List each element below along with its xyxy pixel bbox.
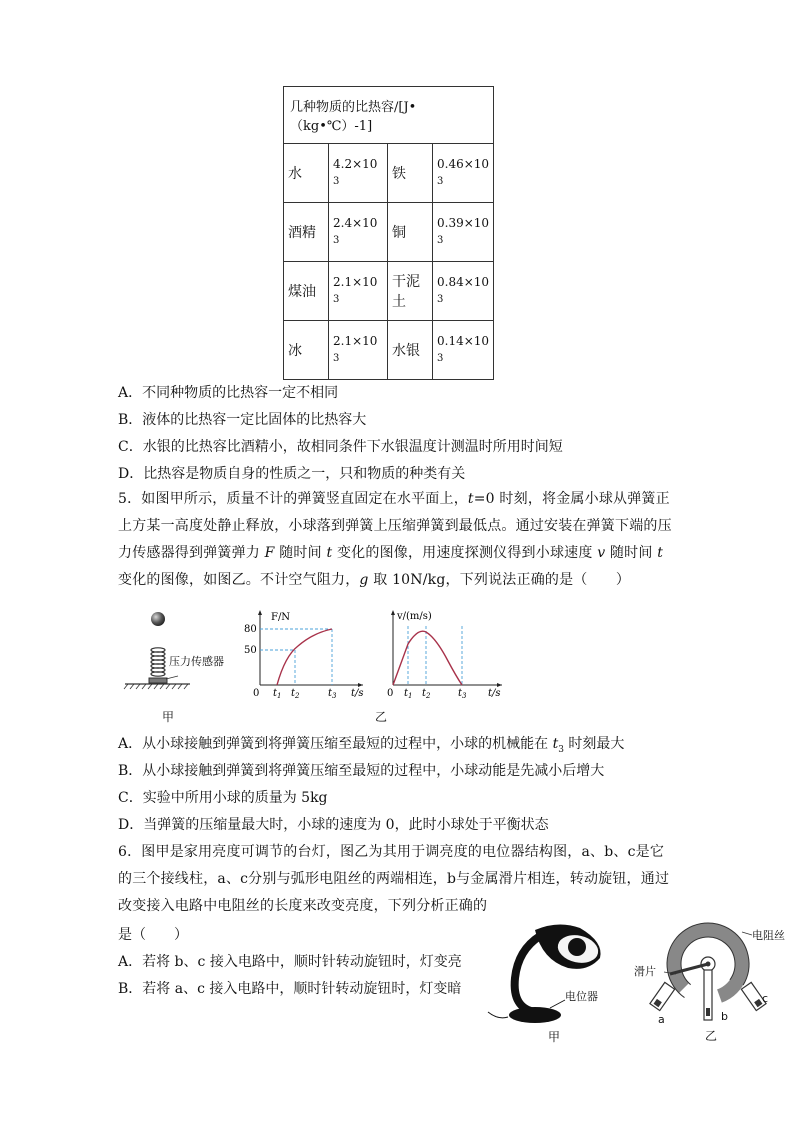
table-row (284, 203, 494, 262)
terminal-b-label: b (721, 1010, 728, 1023)
substance-name: 铜 (388, 203, 433, 262)
substance-name: 铁 (388, 144, 433, 203)
resistance-wire-label: 电阻丝 (752, 929, 785, 942)
substance-name: 水 (284, 144, 329, 203)
t3-label: $t_3$ (458, 688, 467, 700)
t3-label: $t_3$ (328, 688, 337, 700)
force-time-graph (238, 606, 368, 701)
pressure-sensor (149, 678, 167, 683)
q5-option-b: B．从小球接触到弹簧到将弹簧压缩至最短的过程中，小球动能是先减小后增大 (118, 763, 605, 779)
q4-option-a: A．不同种物质的比热容一定不相同 (118, 385, 339, 401)
table-header: 几种物质的比热容/[J•（kg•℃）-1] (284, 87, 494, 144)
specific-heat-value: 0.39×10 3 (433, 203, 494, 262)
q4-option-d: D．比热容是物质自身的性质之一，只和物质的种类有关 (118, 466, 466, 482)
spring (151, 648, 165, 676)
spring-sensor-figure (120, 606, 240, 696)
specific-heat-value: 2.4×10 3 (329, 203, 388, 262)
specific-heat-value: 0.14×10 3 (433, 321, 494, 380)
t-axis-label: t/s (488, 688, 501, 699)
q4-option-b: B．液体的比热容一定比固体的比热容大 (118, 412, 367, 428)
t1-label: $t_1$ (404, 688, 413, 700)
figure-caption-yi: 乙 (705, 1029, 718, 1043)
q6-stem-tail: 是（ ） (118, 927, 188, 943)
v-axis-label: v/(m/s) (397, 611, 432, 622)
tick-50: 50 (244, 645, 257, 656)
metal-ball (151, 612, 165, 626)
lamp-bulb (568, 938, 586, 956)
q6-option-a: A．若将 b、c 接入电路中，顺时针转动旋钮时，灯变亮 (118, 954, 462, 970)
specific-heat-value: 0.46×10 3 (433, 144, 494, 203)
t2-label: $t_2$ (422, 688, 431, 700)
q6-stem: 6．图甲是家用亮度可调节的台灯，图乙为其用于调亮度的电位器结构图，a、b、c是它的三个接线柱，a、c分别与弧形电阻丝的两端相连，b与金属滑片相连，转动旋钮，通过改变接入电路中电阻丝的长度来改变亮度，下列分析正确的 (118, 844, 670, 914)
substance-name: 酒精 (284, 203, 329, 262)
desk-lamp-figure (480, 920, 615, 1030)
t1-label: $t_1$ (273, 688, 282, 700)
specific-heat-value: 2.1×10 3 (329, 262, 388, 321)
table-row (284, 262, 494, 321)
velocity-time-graph (378, 606, 508, 701)
q5-stem: 5．如图甲所示，质量不计的弹簧竖直固定在水平面上，t=0 时刻，将金属小球从弹簧正上方某一高度处静止释放，小球落到弹簧上压缩弹簧到最低点。通过安装在弹簧下端的压力传感器得到弹簧弹力 F 随时间 t 变化的图像，用速度探测仪得到小球速度 v 随时间 t 变化的图像，如图乙。不计空气阻力，g 取 10N/kg，下列说法正确的是（ ） (118, 491, 672, 588)
lamp-base (509, 1007, 561, 1023)
q6-option-b: B．若将 a、c 接入电路中，顺时针转动旋钮时，灯变暗 (118, 981, 462, 997)
terminal-c-label: c (762, 992, 769, 1005)
terminal-a (650, 982, 675, 1010)
substance-name: 干泥土 (388, 262, 433, 321)
figure-caption-jia: 甲 (162, 710, 175, 724)
t-axis-label: t/s (351, 688, 364, 699)
specific-heat-value: 2.1×10 3 (329, 321, 388, 380)
table-row (284, 321, 494, 380)
substance-name: 冰 (284, 321, 329, 380)
ground-hatch (124, 684, 188, 689)
tick-80: 80 (244, 624, 257, 635)
specific-heat-value: 4.2×10 3 (329, 144, 388, 203)
figure-caption-jia: 甲 (548, 1030, 561, 1044)
substance-name: 水银 (388, 321, 433, 380)
specific-heat-value: 0.84×10 3 (433, 262, 494, 321)
slider-label: 滑片 (634, 965, 656, 978)
terminal-a-label: a (658, 1013, 665, 1026)
t2-label: $t_2$ (291, 688, 300, 700)
q5-option-c: C．实验中所用小球的质量为 5kg (118, 790, 328, 806)
origin-label: 0 (253, 688, 260, 699)
potentiometer-label: 电位器 (565, 990, 598, 1003)
force-curve (277, 629, 332, 685)
f-axis-label: F/N (271, 612, 291, 623)
origin-label: 0 (387, 688, 394, 699)
lamp-cord (488, 1012, 508, 1018)
velocity-curve (393, 631, 462, 685)
table-row (284, 144, 494, 203)
q5-option-a: A．从小球接触到弹簧到将弹簧压缩至最短的过程中，小球的机械能在 $t_3$ 时刻最大 (118, 736, 625, 755)
specific-heat-table (283, 86, 494, 380)
figure-caption-yi: 乙 (375, 710, 388, 724)
pressure-sensor-label: 压力传感器 (169, 655, 224, 668)
q5-option-d: D．当弹簧的压缩量最大时，小球的速度为 0，此时小球处于平衡状态 (118, 817, 549, 833)
substance-name: 煤油 (284, 262, 329, 321)
q4-option-c: C．水银的比热容比酒精小，故相同条件下水银温度计测温时所用时间短 (118, 439, 563, 455)
lamp-arm (515, 936, 540, 1012)
